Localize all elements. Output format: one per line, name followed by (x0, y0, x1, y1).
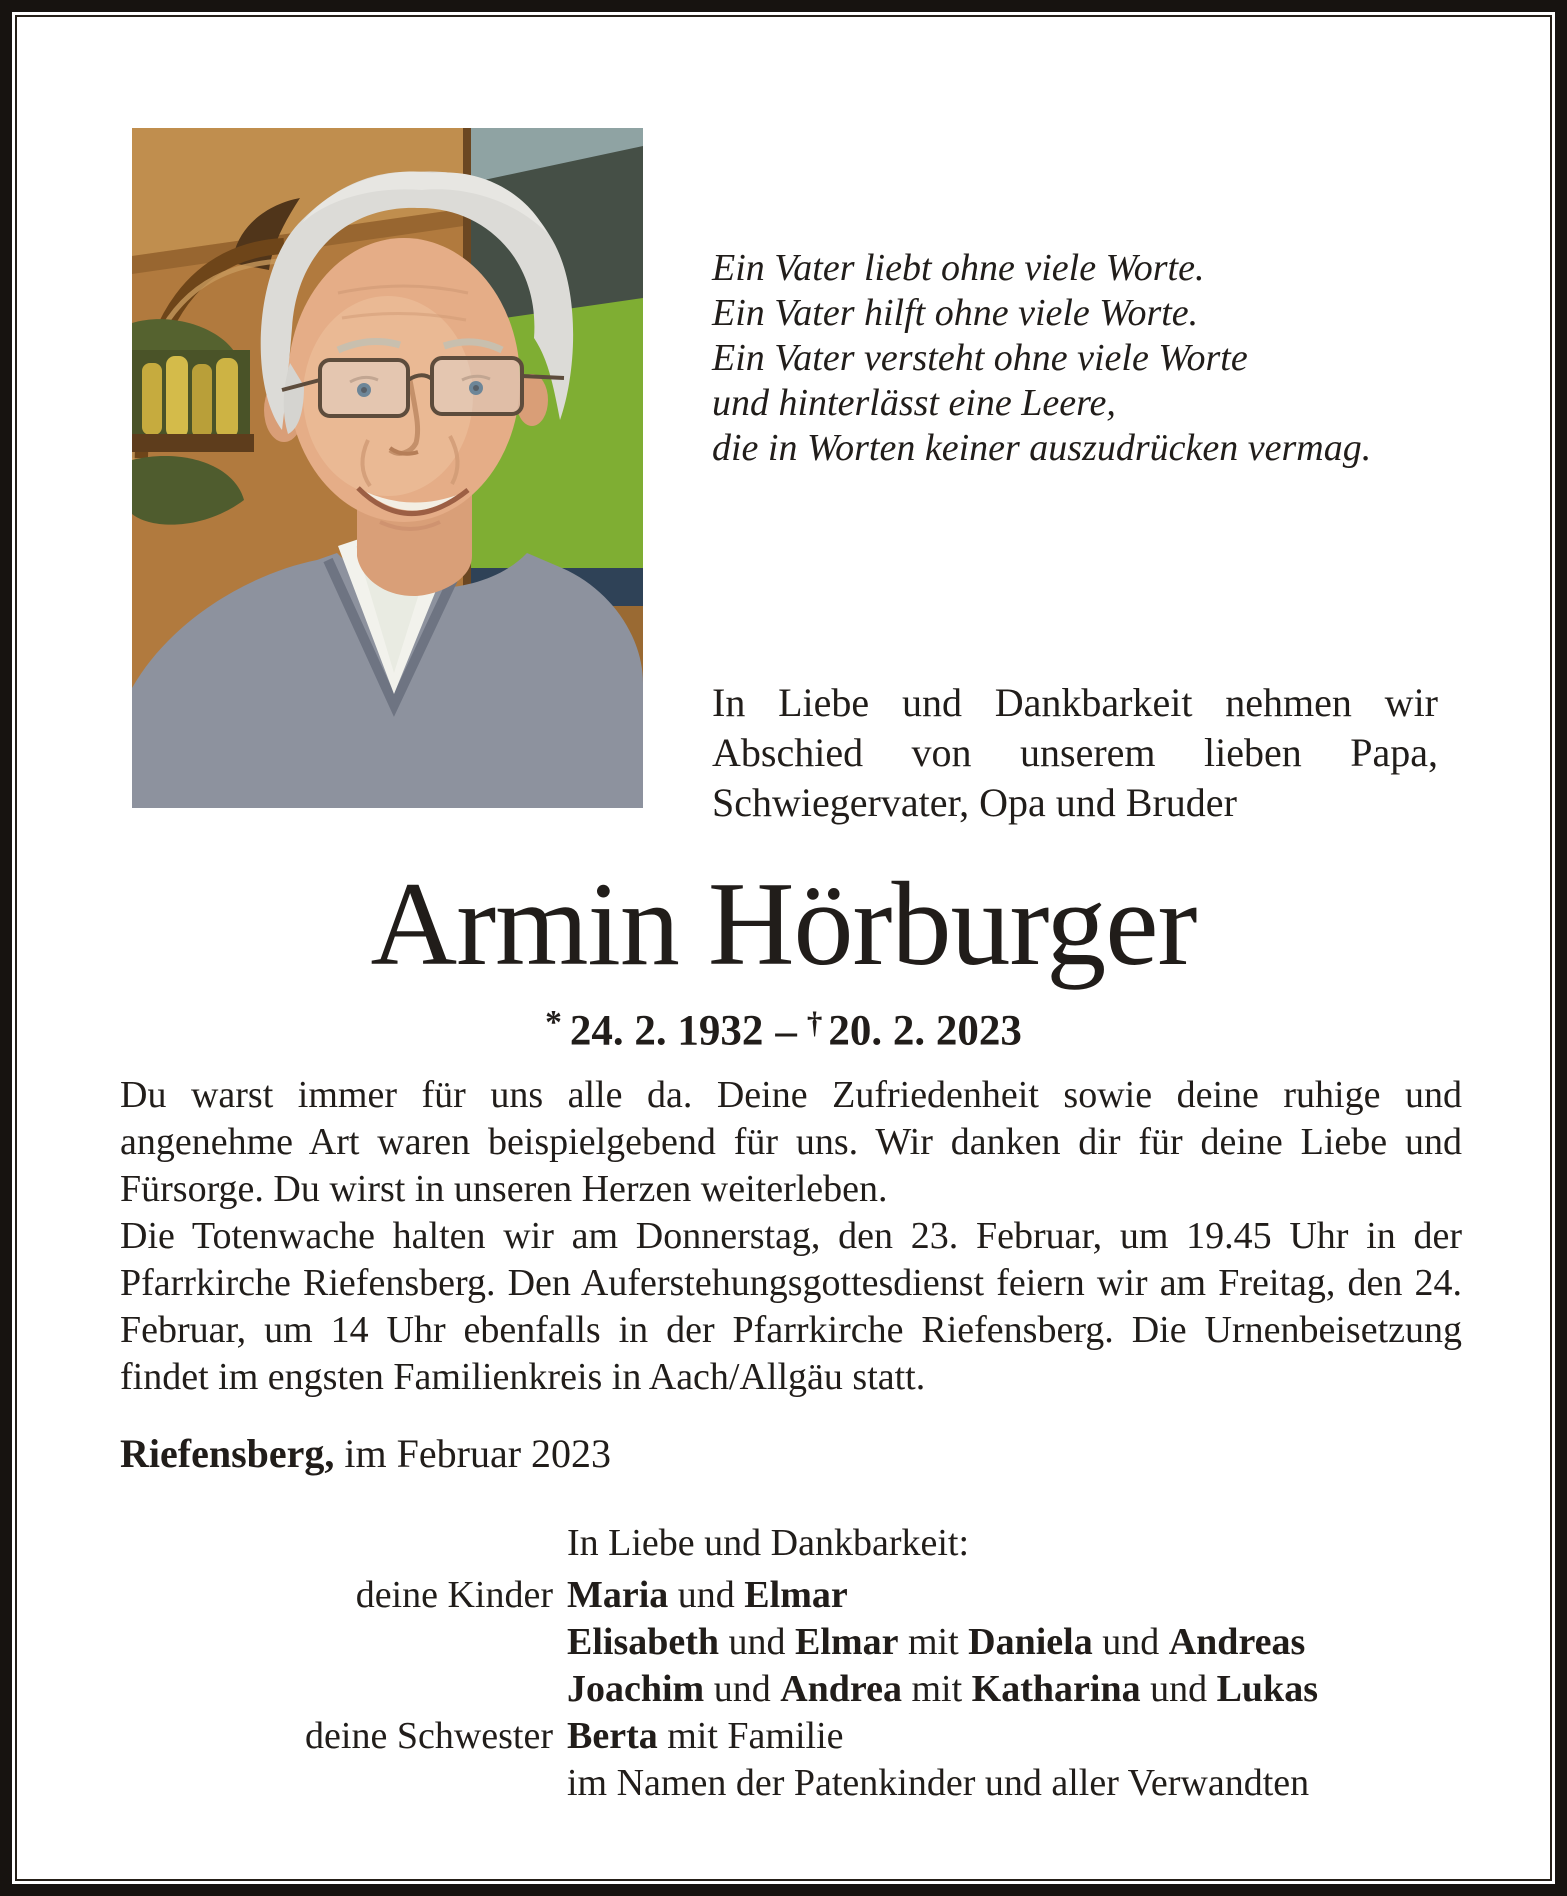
death-symbol: † (806, 1004, 823, 1040)
closing-row-names: Maria und Elmar (567, 1574, 848, 1616)
poem (712, 246, 1371, 471)
closing-rows (120, 1572, 1450, 1807)
place-name: Riefensberg, (120, 1431, 335, 1476)
closing-row-label: deine Kinder (355, 1574, 553, 1616)
closing-row-names: Joachim und Andrea mit Katharina und Lukas (567, 1668, 1318, 1710)
birth-date: 24. 2. 1932 (569, 1007, 764, 1055)
birth-symbol: * (545, 1004, 562, 1041)
deceased-name: Armin Hörburger (370, 857, 1197, 990)
portrait-illustration (132, 128, 643, 808)
poem-line: Ein Vater hilft ohne viele Worte. (712, 292, 1199, 334)
obituary-body (120, 1072, 1462, 1401)
date-text: im Februar 2023 (344, 1431, 612, 1476)
intro-text: In Liebe und Dankbarkeit nehmen wir Abschied von unserem lieben Papa, Schwiegervater, Opa und Bruder (712, 680, 1438, 825)
closing-row-names: Berta mit Familie (567, 1715, 844, 1757)
closing-heading: In Liebe und Dankbarkeit: (567, 1522, 970, 1564)
poem-line: Ein Vater versteht ohne viele Worte (712, 337, 1248, 379)
closing-row-label: deine Schwester (305, 1715, 553, 1757)
closing-row-names: im Namen der Patenkinder und aller Verwandten (567, 1762, 1310, 1804)
obituary-paragraph-1: Du warst immer für uns alle da. Deine Zufriedenheit sowie deine ruhige und angenehme Art waren beispielgebend für uns. Wir danken dir für deine Liebe und Fürsorge. Du wirst in unseren Herzen weiterleben. (120, 1074, 1462, 1210)
portrait-photo (132, 128, 643, 808)
life-dates (0, 1004, 1567, 1056)
closing-block (120, 1520, 1450, 1807)
closing-row-label (120, 1619, 553, 1666)
closing-row-label (120, 1760, 553, 1807)
place-date-line (120, 1430, 611, 1478)
poem-line: die in Worten keiner auszudrücken vermag. (712, 427, 1372, 469)
obituary-paragraph-2: Die Totenwache halten wir am Donnerstag, den 23. Februar, um 19.45 Uhr in der Pfarrkirche Riefensberg. Den Auferstehungsgottesdienst feiern wir am Freitag, den 24. Februar, um 14 Uhr ebenfalls in der Pfarrkirche Riefensberg. Die Urnenbeisetzung findet im engsten Familienkreis in Aach/Allgäu statt. (120, 1215, 1462, 1398)
poem-line: Ein Vater liebt ohne viele Worte. (712, 247, 1205, 289)
closing-row-label (120, 1666, 553, 1713)
date-separator: – (775, 1007, 797, 1055)
closing-row-names: Elisabeth und Elmar mit Daniela und Andreas (567, 1621, 1306, 1663)
death-date: 20. 2. 2023 (828, 1007, 1022, 1055)
poem-line: und hinterlässt eine Leere, (712, 382, 1116, 424)
